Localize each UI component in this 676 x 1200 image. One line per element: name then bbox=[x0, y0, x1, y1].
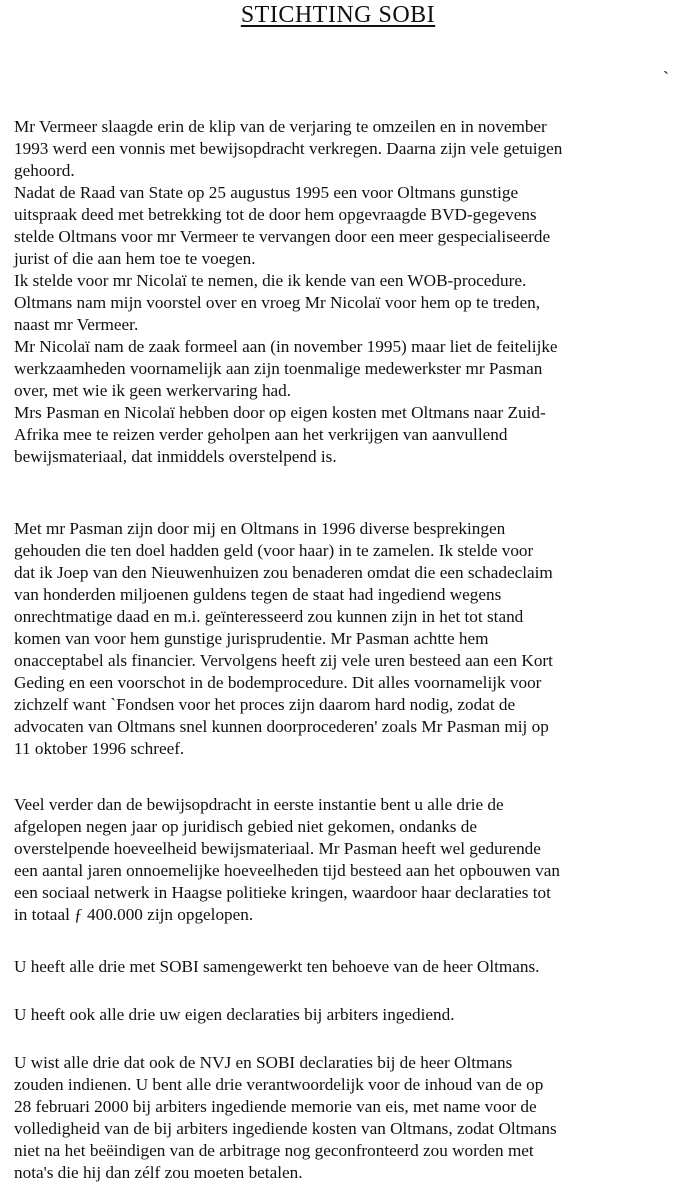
text-line: overstelpende hoeveelheid bewijsmateriaal. Mr Pasman heeft wel gedurende bbox=[14, 839, 541, 858]
text-line: niet na het beëindigen van de arbitrage nog geconfronteerd zou worden met bbox=[14, 1141, 534, 1160]
text-line: bewijsmateriaal, dat inmiddels overstelpend is. bbox=[14, 447, 337, 466]
text-line: Ik stelde voor mr Nicolaï te nemen, die ik kende van een WOB-procedure. bbox=[14, 271, 527, 290]
paragraph-1 bbox=[14, 116, 676, 468]
text-line: stelde Oltmans voor mr Vermeer te vervangen door een meer gespecialiseerde bbox=[14, 227, 551, 246]
text-line: nota's die hij dan zélf zou moeten betalen. bbox=[14, 1163, 303, 1182]
text-line: U wist alle drie dat ook de NVJ en SOBI declaraties bij de heer Oltmans bbox=[14, 1053, 513, 1072]
text-line: in totaal ƒ 400.000 zijn opgelopen. bbox=[14, 905, 254, 924]
text-line: U heeft alle drie met SOBI samengewerkt ten behoeve van de heer Oltmans. bbox=[14, 957, 540, 976]
document-title: STICHTING SOBI bbox=[240, 2, 436, 28]
text-line: jurist of die aan hem toe te voegen. bbox=[14, 249, 256, 268]
text-line: over, met wie ik geen werkervaring had. bbox=[14, 381, 292, 400]
text-line: onrechtmatige daad en m.i. geïnteresseerd zou kunnen zijn in het tot stand bbox=[14, 607, 524, 626]
text-line: advocaten van Oltmans snel kunnen doorprocederen' zoals Mr Pasman mij op bbox=[14, 717, 549, 736]
text-line: Geding en een voorschot in de bodemprocedure. Dit alles voornamelijk voor bbox=[14, 673, 542, 692]
text-line: Mr Nicolaï nam de zaak formeel aan (in november 1995) maar liet de feitelijke bbox=[14, 337, 558, 356]
text-line: uitspraak deed met betrekking tot de door hem opgevraagde BVD-gegevens bbox=[14, 205, 537, 224]
text-line: Afrika mee te reizen verder geholpen aan het verkrijgen van aanvullend bbox=[14, 425, 508, 444]
text-line: zouden indienen. U bent alle drie verantwoordelijk voor de inhoud van de op bbox=[14, 1075, 544, 1094]
text-line: U heeft ook alle drie uw eigen declaraties bij arbiters ingediend. bbox=[14, 1005, 455, 1024]
paragraph-4 bbox=[14, 956, 676, 978]
text-line: 28 februari 2000 bij arbiters ingediende memorie van eis, met name voor de bbox=[14, 1097, 537, 1116]
paragraph-3 bbox=[14, 794, 676, 926]
paragraph-5 bbox=[14, 1004, 676, 1026]
text-line: gehouden die ten doel hadden geld (voor haar) in te zamelen. Ik stelde voor bbox=[14, 541, 534, 560]
text-line: komen van voor hem gunstige jurisprudentie. Mr Pasman achtte hem bbox=[14, 629, 489, 648]
text-line: Mr Vermeer slaagde erin de klip van de verjaring te omzeilen en in november bbox=[14, 117, 547, 136]
text-line: een aantal jaren onnoemelijke hoeveelheden tijd besteed aan het opbouwen van bbox=[14, 861, 560, 880]
text-line: volledigheid van de bij arbiters ingediende kosten van Oltmans, zodat Oltmans bbox=[14, 1119, 557, 1138]
text-line: dat ik Joep van den Nieuwenhuizen zou benaderen omdat die een schadeclaim bbox=[14, 563, 553, 582]
text-line: een sociaal netwerk in Haagse politieke kringen, waardoor haar declaraties tot bbox=[14, 883, 551, 902]
text-line: Mrs Pasman en Nicolaï hebben door op eigen kosten met Oltmans naar Zuid- bbox=[14, 403, 546, 422]
text-line: Met mr Pasman zijn door mij en Oltmans in 1996 diverse besprekingen bbox=[14, 519, 506, 538]
text-line: gehoord. bbox=[14, 161, 75, 180]
text-line: Veel verder dan de bewijsopdracht in eerste instantie bent u alle drie de bbox=[14, 795, 504, 814]
paragraph-6 bbox=[14, 1052, 676, 1184]
text-line: zichzelf want `Fondsen voor het proces zijn daarom hard nodig, zodat de bbox=[14, 695, 516, 714]
text-line: 11 oktober 1996 schreef. bbox=[14, 739, 185, 758]
text-line: afgelopen negen jaar op juridisch gebied niet gekomen, ondanks de bbox=[14, 817, 477, 836]
text-line: werkzaamheden voornamelijk aan zijn toenmalige medewerkster mr Pasman bbox=[14, 359, 543, 378]
text-line: onacceptabel als financier. Vervolgens heeft zij vele uren besteed aan een Kort bbox=[14, 651, 553, 670]
text-line: Oltmans nam mijn voorstel over en vroeg Mr Nicolaï voor hem op te treden, bbox=[14, 293, 540, 312]
text-line: van honderden miljoenen guldens tegen de staat had ingediend wegens bbox=[14, 585, 502, 604]
corner-mark: ` bbox=[663, 68, 669, 88]
text-line: 1993 werd een vonnis met bewijsopdracht verkregen. Daarna zijn vele getuigen bbox=[14, 139, 563, 158]
paragraph-2 bbox=[14, 518, 676, 760]
text-line: naast mr Vermeer. bbox=[14, 315, 139, 334]
text-line: Nadat de Raad van State op 25 augustus 1995 een voor Oltmans gunstige bbox=[14, 183, 519, 202]
